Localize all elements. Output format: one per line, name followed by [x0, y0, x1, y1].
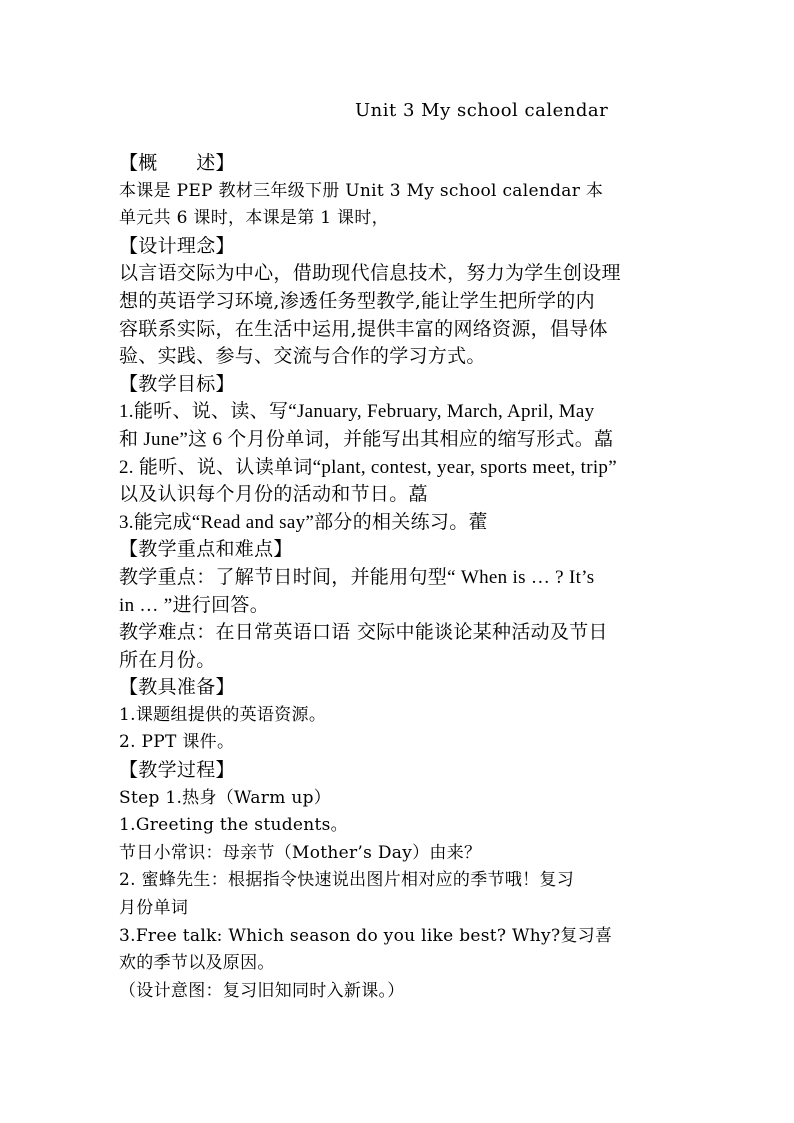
process-line: （设计意图：复习旧知同时入新课。） [119, 980, 405, 1001]
process-line: 2. 蜜蜂先生：根据指令快速说出图片相对应的季节哦！复习 [119, 870, 575, 891]
goals-line: 3.能完成“Read and say”部分的相关练习。藿 [119, 511, 488, 533]
key-points-line: 所在月份。 [119, 648, 216, 671]
goals-line: 以及认识每个月份的活动和节日。藠 [119, 484, 428, 506]
goals-line: 2. 能听、说、认读单词“plant, contest, year, sports meet, trip” [119, 456, 617, 478]
concept-line: 想的英语学习环境,渗透任务型教学,能让学生把所学的内 [119, 289, 595, 312]
overview-line: 本课是 PEP 教材三年级下册 Unit 3 My school calendar 本 [119, 180, 604, 201]
key-points-line: in … ”进行回答。 [119, 594, 270, 616]
process-line: Step 1.热身（Warm up） [119, 787, 332, 808]
preparation-line: 2. PPT 课件。 [119, 732, 235, 753]
concept-line: 容联系实际，在生活中运用,提供丰富的网络资源，倡导体 [119, 317, 608, 340]
process-line: 3.Free talk: Which season do you like best? Why?复习喜 [119, 925, 613, 946]
process-line: 月份单词 [119, 898, 189, 919]
concept-line: 验、实践、参与、交流与合作的学习方式。 [119, 345, 486, 368]
concept-line: 以言语交际为中心，借助现代信息技术，努力为学生创设理 [119, 262, 621, 285]
process-line: 节日小常识：母亲节（Mother’s Day）由来？ [119, 842, 482, 863]
page-title: Unit 3 My school calendar [355, 100, 609, 121]
goals-heading: 【教学目标】 [119, 372, 235, 395]
goals-line: 1.能听、说、读、写“January, February, March, April, May [119, 401, 595, 423]
preparation-heading: 【教具准备】 [119, 676, 235, 699]
key-points-line: 教学难点：在日常英语口语 交际中能谈论某种活动及节日 [119, 621, 608, 644]
key-points-line: 教学重点：了解节日时间，并能用句型“ When is … ? It’s [119, 566, 595, 588]
document-body [119, 150, 684, 1005]
process-line: 1.Greeting the students。 [119, 815, 348, 836]
key-points-heading: 【教学重点和难点】 [119, 538, 293, 561]
preparation-line: 1.课题组提供的英语资源。 [119, 704, 327, 725]
concept-heading: 【设计理念】 [119, 234, 235, 257]
process-line: 欢的季节以及原因。 [119, 953, 275, 974]
goals-line: 和 June”这 6 个月份单词，并能写出其相应的缩写形式。藠 [119, 428, 614, 450]
overview-heading: 【概 述】 [119, 152, 235, 174]
process-heading: 【教学过程】 [119, 759, 235, 782]
overview-line: 单元共 6 课时，本课是第 1 课时， [119, 208, 389, 229]
